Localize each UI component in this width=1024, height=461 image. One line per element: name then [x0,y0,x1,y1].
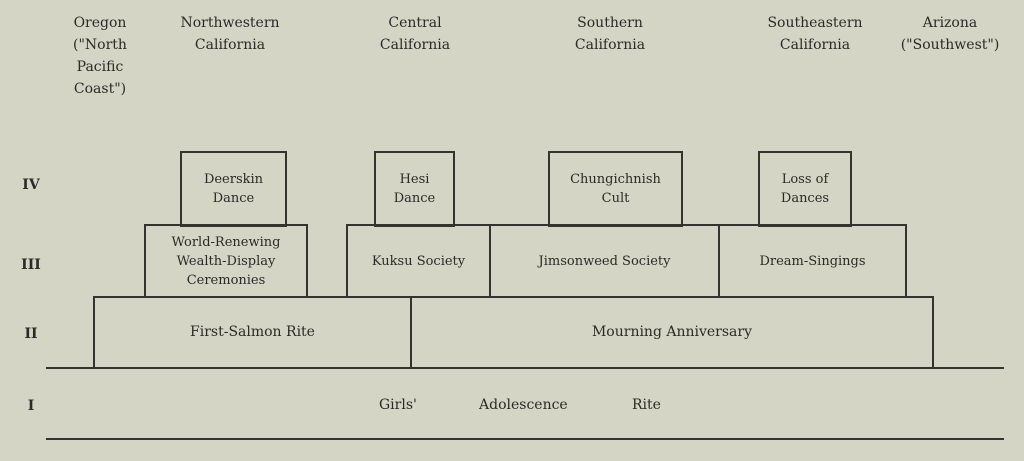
level-i-word-girls: Girls' [379,397,417,413]
box-loss-of-dances: Loss of Dances [758,151,852,227]
tier-label-i: I [27,398,35,414]
region-northwestern-california: Northwestern California [180,15,280,53]
tier-label-iii: III [21,257,41,273]
level-i-word-adolescence: Adolescence [479,397,568,413]
box-mourning-anniversary: Mourning Anniversary [410,296,934,369]
box-world-renewing-ceremonies: World-Renewing Wealth-Display Ceremonies [144,224,308,298]
region-oregon: Oregon ("North Pacific Coast") [73,15,127,97]
tier-label-iv: IV [22,177,40,193]
box-first-salmon-rite: First-Salmon Rite [93,296,412,369]
region-central-california: Central California [379,15,451,53]
box-kuksu-society: Kuksu Society [346,224,491,298]
level-i-word-rite: Rite [632,397,661,413]
ground-line-top [46,367,1004,369]
tier-label-ii: II [24,326,38,342]
region-southern-california: Southern California [574,15,646,53]
box-hesi-dance: Hesi Dance [374,151,455,227]
box-dream-singings: Dream-Singings [718,224,907,298]
box-chungichnish-cult: Chungichnish Cult [548,151,683,227]
region-southeastern-california: Southeastern California [767,15,863,53]
ground-line-bottom [46,438,1004,440]
region-arizona: Arizona ("Southwest") [900,15,1000,53]
box-jimsonweed-society: Jimsonweed Society [489,224,720,298]
box-deerskin-dance: Deerskin Dance [180,151,287,227]
